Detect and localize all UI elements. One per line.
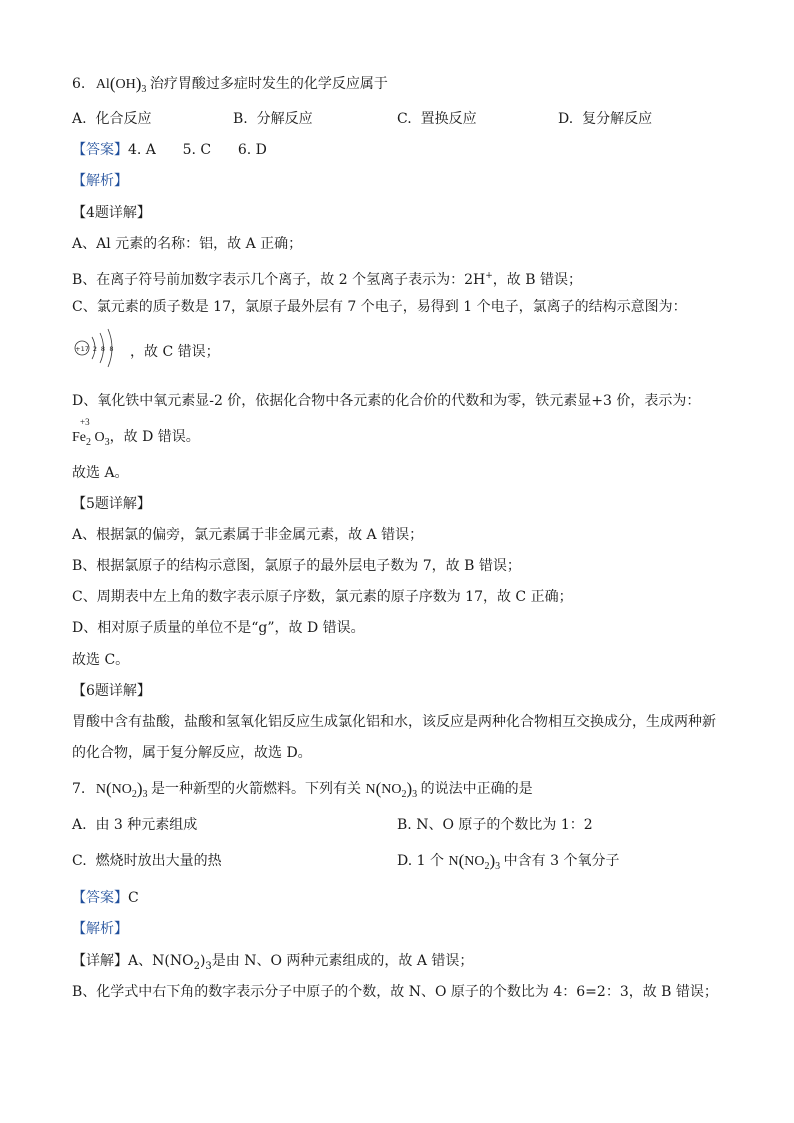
q4-detail-d: D、氧化铁中氧元素显-2 价，依据化合物中各元素的化合价的代数和为零，铁元素显+3 价，表示为：: [72, 393, 701, 409]
q7-detail-a: 【详解】A、$N(NO_2)_3$是由 N、O 两种元素组成的，故 A 错误；: [72, 953, 474, 972]
q6-detail-line2: 的化合物，属于复分解反应，故选 D。: [72, 745, 312, 761]
q4-detail-c-tail: ，故 C 错误；: [130, 344, 220, 360]
q7-detail-b: B、化学式中右下角的数字表示分子中原子的个数，故 N、O 原子的个数比为 4：6=2：3，故 B 错误；: [72, 984, 718, 1000]
chloride-ion-structure-diagram: [72, 324, 122, 372]
nucleus-charge: +17: [75, 345, 89, 353]
iron-oxide-formula: +3 $Fe_2$ $O_3$: [72, 417, 110, 448]
option-a: A. 化合反应: [72, 111, 152, 127]
question-text: 治疗胃酸过多症时发生的化学反应属于: [149, 76, 388, 92]
q5-detail-d: D、相对原子质量的单位不是“g”，故 D 错误。: [72, 620, 365, 636]
question-number: 7.: [72, 781, 86, 797]
option-b: B. N、O 原子的个数比为 1：2: [397, 817, 593, 833]
q5-detail-a: A、根据氯的偏旁，氯元素属于非金属元素，故 A 错误；: [72, 527, 424, 543]
answer-text: C: [128, 890, 139, 906]
answer-line: [72, 140, 267, 160]
question-6-stem: [72, 74, 388, 100]
q4-detail-heading: 【4题详解】: [72, 205, 151, 221]
chemical-formula: $N(NO_2)_3$: [95, 779, 148, 800]
q5-detail-heading: 【5题详解】: [72, 496, 151, 512]
q4-detail-b: B、在离子符号前加数字表示几个离子，故 2 个氢离子表示为：2H+，故 B 错误；: [72, 271, 582, 288]
analysis-heading: 【解析】: [72, 173, 128, 189]
question-7-stem: 7. $N(NO_2)_3$ 是一种新型的火箭燃料。下列有关 $N(NO_2)_3$ 的说法中正确的是: [72, 779, 533, 800]
analysis-heading: 【解析】: [72, 921, 128, 937]
answer-text: 4. A 5. C 6. D: [128, 142, 267, 158]
answer-line: [72, 888, 139, 908]
q4-detail-c: C、氯元素的质子数是 17，氯原子最外层有 7 个电子，易得到 1 个电子，氯离子的结构示意图为：: [72, 299, 687, 315]
q6-detail-line1: 胃酸中含有盐酸，盐酸和氢氧化铝反应生成氯化铝和水，该反应是两种化合物相互交换成分，生成两种新: [72, 714, 716, 730]
chemical-formula: $N(NO_2)_3$: [365, 779, 418, 800]
q6-detail-heading: 【6题详解】: [72, 683, 151, 699]
shell-3-electrons: 8: [109, 345, 114, 353]
q5-conclusion: 故选 C。: [72, 652, 130, 668]
q5-detail-b: B、根据氯原子的结构示意图，氯原子的最外层电子数为 7，故 B 错误；: [72, 558, 521, 574]
option-b: B. 分解反应: [233, 111, 313, 127]
shell-1-electrons: 2: [92, 345, 98, 353]
option-c: C. 置换反应: [397, 111, 477, 127]
q4-detail-d-formula-line: +3 $Fe_2$ $O_3$，故 D 错误。: [72, 427, 200, 453]
q5-detail-c: C、周期表中左上角的数字表示原子序数，氯元素的原子序数为 17，故 C 正确；: [72, 589, 573, 605]
question-number: 6.: [72, 76, 86, 92]
option-c: C. 燃烧时放出大量的热: [72, 853, 222, 869]
answer-tag: 【答案】: [72, 890, 128, 906]
chemical-formula: $Al(OH)_3$: [95, 74, 147, 95]
option-d: D. 1 个 $N(NO_2)_3$ 中含有 3 个氧分子: [397, 851, 620, 872]
shell-2-electrons: 8: [100, 345, 106, 353]
option-d: D. 复分解反应: [558, 111, 653, 127]
option-a: A. 由 3 种元素组成: [72, 817, 198, 833]
answer-tag: 【答案】: [72, 142, 128, 158]
chemical-formula: $N(NO_2)_3$: [448, 851, 501, 872]
q4-conclusion: 故选 A。: [72, 465, 129, 481]
q4-detail-a: A、Al 元素的名称：铝，故 A 正确；: [72, 236, 303, 252]
